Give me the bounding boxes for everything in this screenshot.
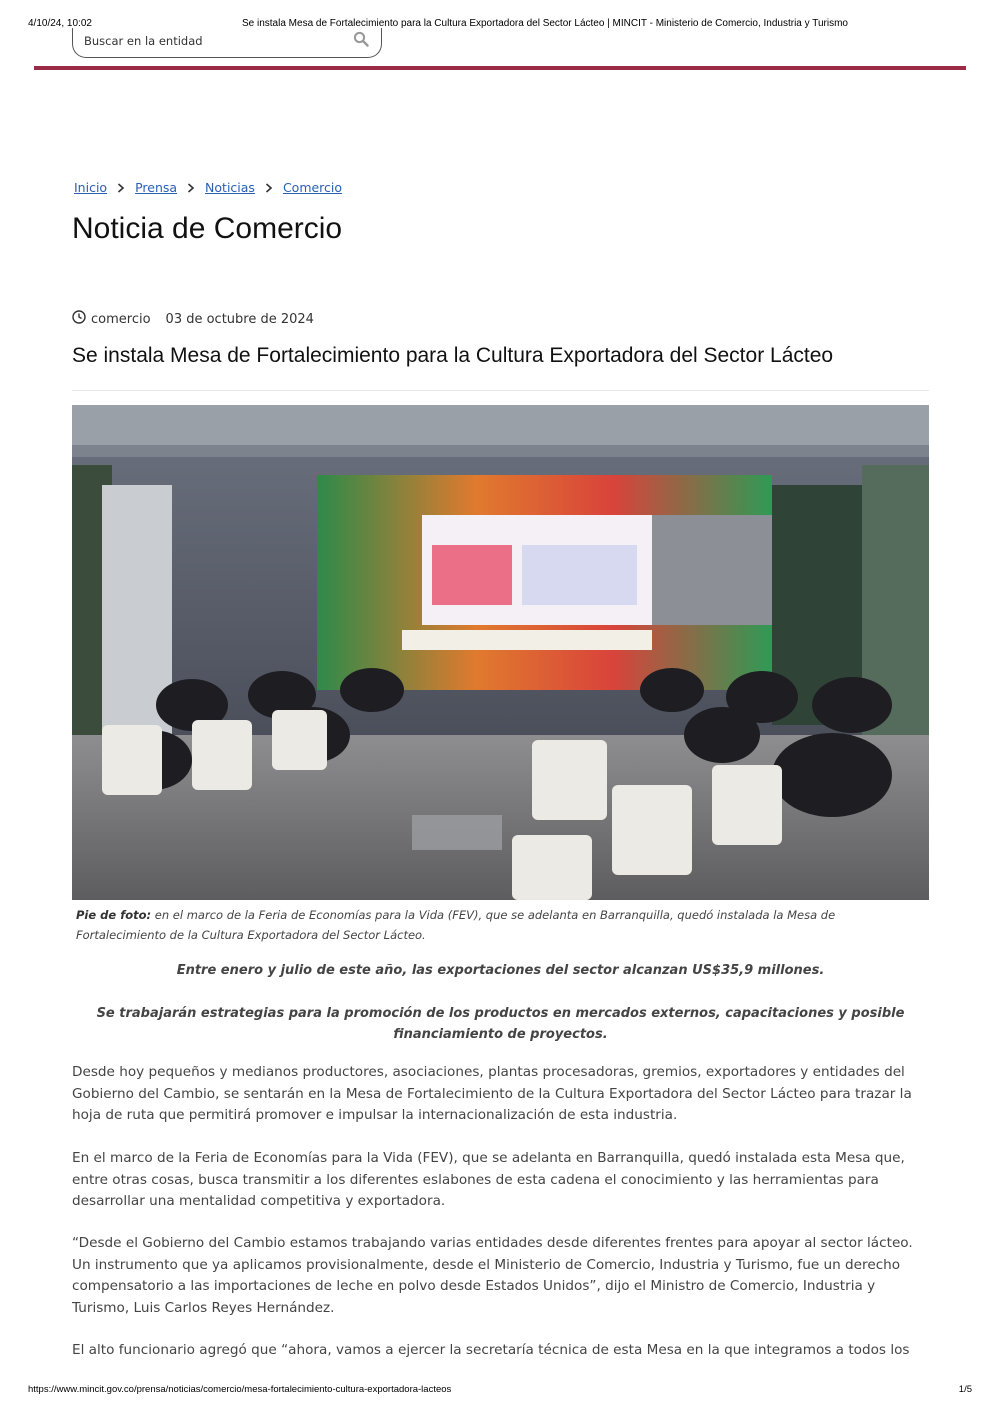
article-photo (72, 405, 929, 900)
divider (72, 390, 929, 391)
breadcrumb (74, 180, 342, 195)
paragraph-4: El alto funcionario agregó que “ahora, vamos a ejercer la secretaría técnica de esta Mesa en la que integramos a todos los (72, 1342, 910, 1358)
article-meta (72, 310, 314, 328)
caption-label: Pie de foto: (76, 908, 152, 922)
paragraph-2: En el marco de la Feria de Economías para la Vida (FEV), que se adelanta en Barranquilla, quedó instalada esta Mesa que, entre otras cosas, busca transmitir a los diferentes eslabones de esta cadena el conocimiento y las herramientas para desarrollar una mentalidad competitiva y exportadora. (72, 1150, 905, 1209)
highlight-1: Entre enero y julio de este año, las exportaciones del sector alcanzan US$35,9 millones. (176, 963, 825, 978)
breadcrumb-inicio[interactable]: Inicio (74, 180, 108, 195)
print-header (0, 0, 1000, 30)
chevron-right-icon (255, 182, 283, 194)
breadcrumb-noticias[interactable]: Noticias (205, 180, 255, 195)
breadcrumb-prensa[interactable]: Prensa (135, 180, 178, 195)
clock-icon (72, 310, 86, 328)
highlight-2: Se trabajarán estrategias para la promoción de los productos en mercados externos, capacitaciones y posible financiamiento de proyectos. (96, 1006, 905, 1042)
print-date: 4/10/24, 10:02 (28, 18, 92, 29)
article-title: Se instala Mesa de Fortalecimiento para la Cultura Exportadora del Sector Lácteo (72, 344, 834, 367)
breadcrumb-comercio[interactable]: Comercio (282, 180, 343, 195)
paragraph-1: Desde hoy pequeños y medianos productores, asociaciones, plantas procesadoras, gremios, exportadores y entidades del Gobierno del Cambio, se sentarán en la Mesa de Fortalecimiento de la Cultura Exportadora del Sector Lácteo para trazar la hoja de ruta que permitirá promover e impulsar la internacionalización de esta industria. (72, 1064, 912, 1123)
caption-text: en el marco de la Feria de Economías para la Vida (FEV), que se adelanta en Barranquilla, quedó instalada la Mesa de Fortalecimiento de la Cultura Exportadora del Sector Lácteo. (76, 908, 836, 942)
print-url: https://www.mincit.gov.co/prensa/noticias/comercio/mesa-fortalecimiento-cultura-exportadora-lacteos (28, 1384, 452, 1395)
publish-date: 03 de octubre de 2024 (165, 311, 314, 327)
print-page-title: Se instala Mesa de Fortalecimiento para la Cultura Exportadora del Sector Lácteo | MINCIT - Ministerio de Comercio, Industria y Turismo (241, 18, 848, 29)
page-title: Noticia de Comercio (72, 212, 343, 245)
paragraph-3: “Desde el Gobierno del Cambio estamos trabajando varias entidades desde diferentes frentes para apoyar al sector lácteo. Un instrumento que ya aplicamos provisionalmente, desde el Ministerio de Comercio, Industria y Turismo, fue un derecho compensatorio a las importaciones de leche en polvo desde Estados Unidos”, dijo el Ministro de Comercio, Industria y Turismo, Luis Carlos Reyes Hernández. (72, 1235, 913, 1316)
search-input[interactable]: Buscar en la entidad (84, 34, 203, 48)
photo-caption (76, 905, 926, 945)
search-box[interactable] (72, 28, 382, 58)
chevron-right-icon (177, 182, 205, 194)
chevron-right-icon (107, 182, 135, 194)
header-accent-bar (34, 66, 966, 70)
search-icon[interactable] (353, 31, 369, 47)
print-page-number: 1/5 (958, 1384, 972, 1395)
category-label[interactable]: comercio (91, 311, 151, 327)
